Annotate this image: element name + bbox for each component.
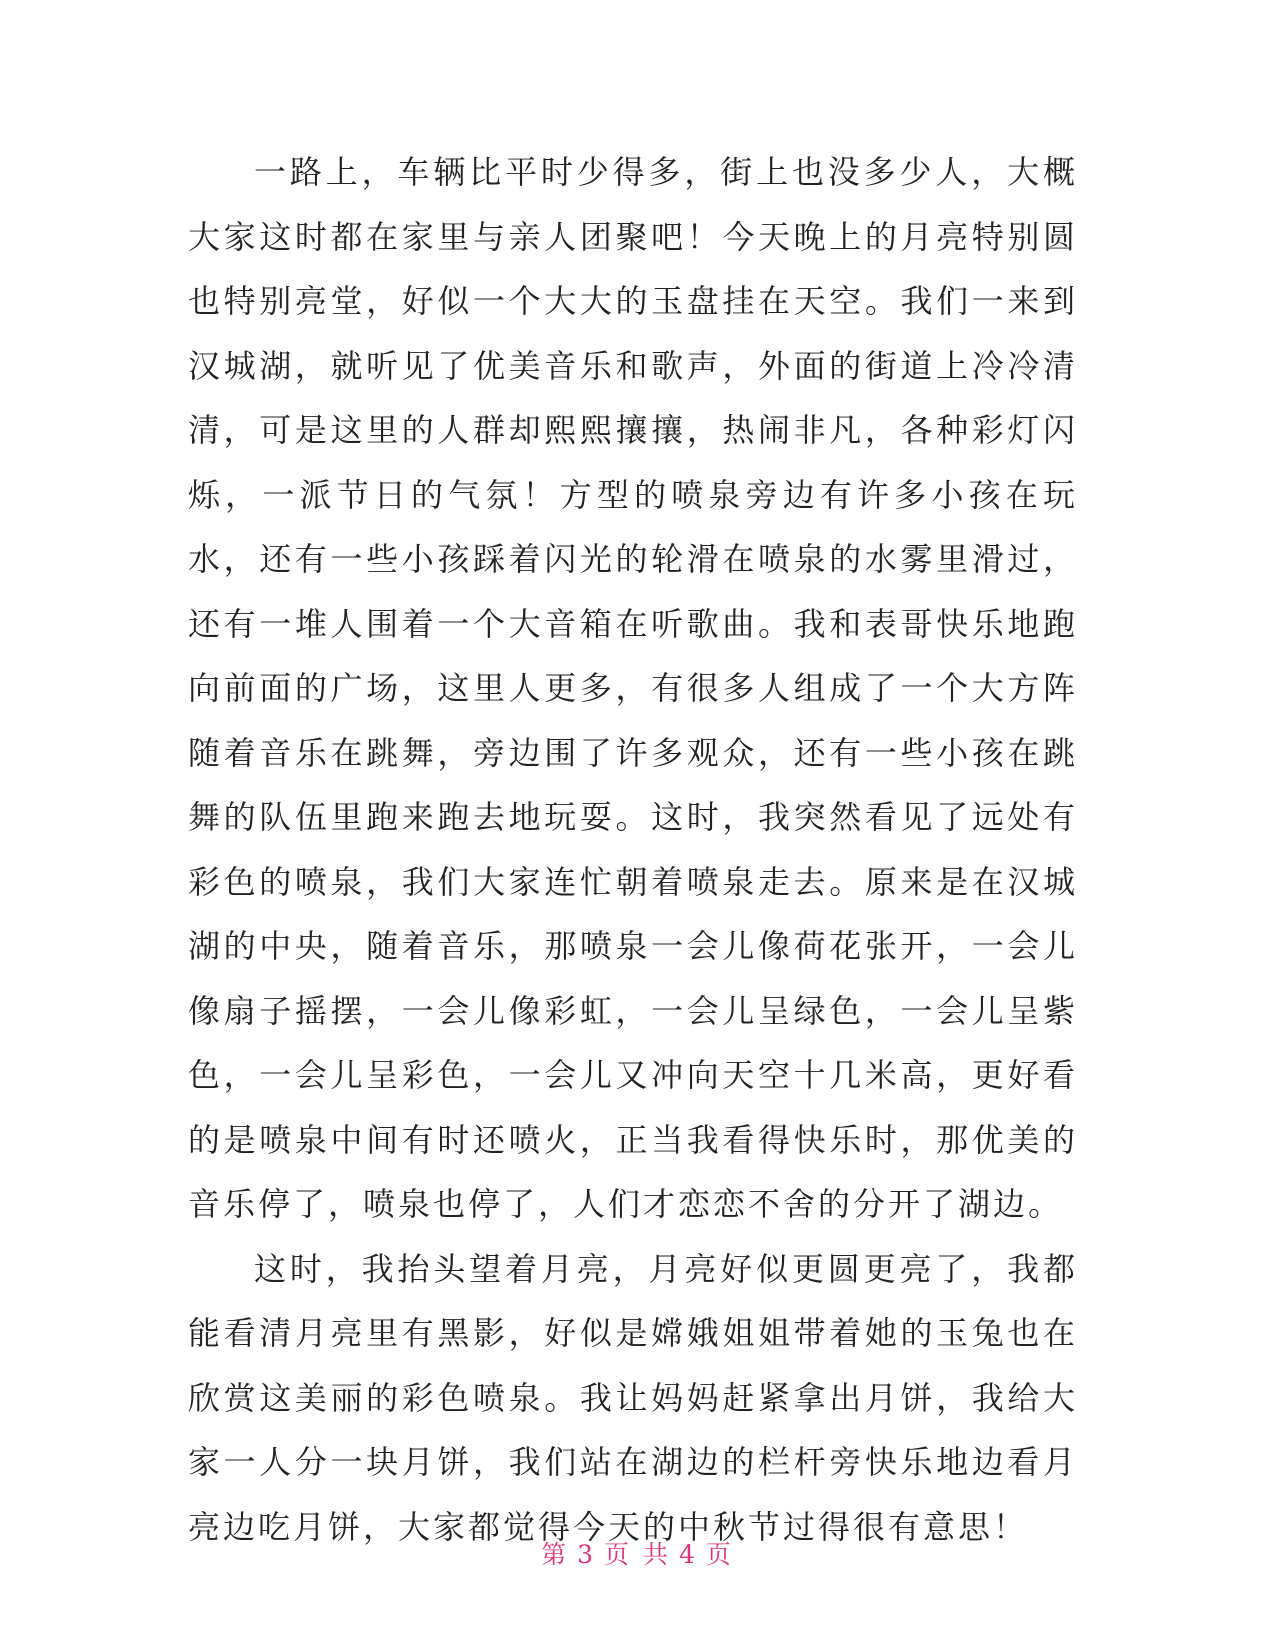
document-body	[188, 140, 1078, 1559]
total-page-number: 4	[678, 1540, 698, 1569]
footer-middle: 页 共	[604, 1540, 671, 1569]
current-page-number: 3	[577, 1540, 597, 1569]
paragraph-1: 一路上，车辆比平时少得多，街上也没多少人，大概大家这时都在家里与亲人团聚吧！今天晚上的月亮特别圆也特别亮堂，好似一个大大的玉盘挂在天空。我们一来到汉城湖，就听见了优美音乐和歌声，外面的街道上冷冷清清，可是这里的人群却熙熙攘攘，热闹非凡，各种彩灯闪烁，一派节日的气氛！方型的喷泉旁边有许多小孩在玩水，还有一些小孩踩着闪光的轮滑在喷泉的水雾里滑过，还有一堆人围着一个大音箱在听歌曲。我和表哥快乐地跑向前面的广场，这里人更多，有很多人组成了一个大方阵随着音乐在跳舞，旁边围了许多观众，还有一些小孩在跳舞的队伍里跑来跑去地玩耍。这时，我突然看见了远处有彩色的喷泉，我们大家连忙朝着喷泉走去。原来是在汉城湖的中央，随着音乐，那喷泉一会儿像荷花张开，一会儿像扇子摇摆，一会儿像彩虹，一会儿呈绿色，一会儿呈紫色，一会儿呈彩色，一会儿又冲向天空十几米高，更好看的是喷泉中间有时还喷火，正当我看得快乐时，那优美的音乐停了，喷泉也停了，人们才恋恋不舍的分开了湖边。	[188, 153, 1078, 1223]
footer-suffix: 页	[705, 1540, 734, 1569]
page-number-footer	[0, 1535, 1275, 1571]
paragraph-2: 这时，我抬头望着月亮，月亮好似更圆更亮了，我都能看清月亮里有黑影，好似是嫦娥姐姐带着她的玉兔也在欣赏这美丽的彩色喷泉。我让妈妈赶紧拿出月饼，我给大家一人分一块月饼，我们站在湖边的栏杆旁快乐地边看月亮边吃月饼，大家都觉得今天的中秋节过得很有意思！	[188, 1249, 1078, 1546]
footer-prefix: 第	[541, 1540, 570, 1569]
